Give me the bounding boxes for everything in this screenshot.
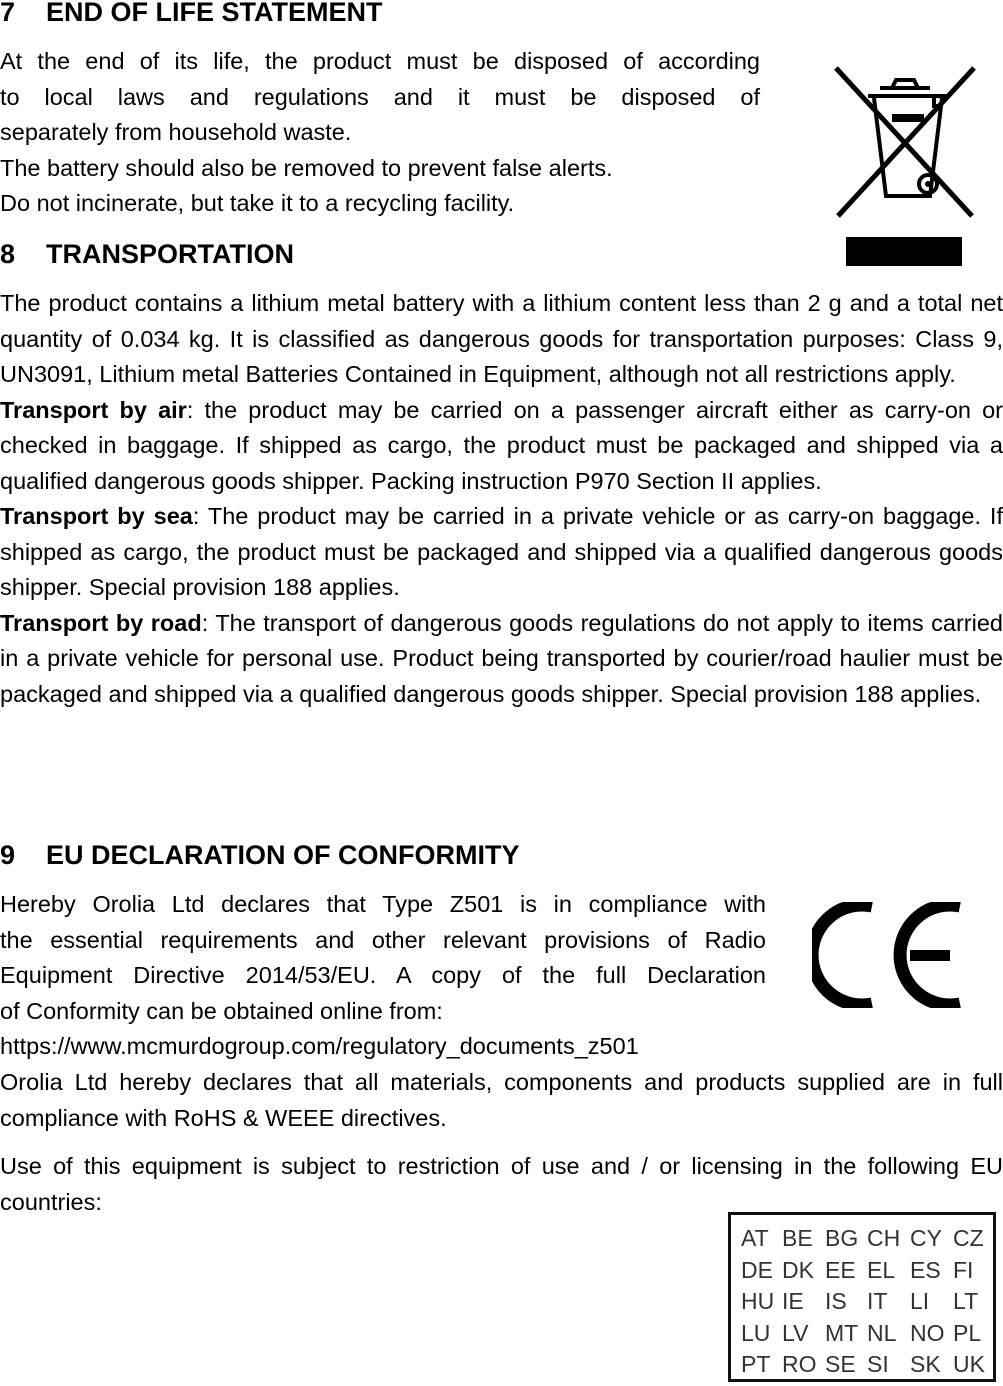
country-code: HU — [741, 1288, 775, 1314]
country-code: SK — [910, 1351, 941, 1377]
country-code: PT — [741, 1351, 771, 1377]
country-code: LV — [782, 1319, 809, 1346]
section-title: TRANSPORTATION — [46, 239, 294, 269]
transport-sea-text: : The product may be carried in a private vehicle or as carry-on baggage. If shipped as cargo, the product must be packaged and shipped via a qualified dangerous goods shipper. Special provision 188 applies. — [0, 503, 1003, 600]
country-code: PL — [953, 1319, 982, 1346]
section-7-heading — [0, 0, 383, 30]
country-row — [741, 1255, 985, 1287]
country-code: IT — [867, 1288, 888, 1314]
declaration-url: https://www.mcmurdogroup.com/regulatory_documents_z501 — [0, 1033, 639, 1059]
section-number: 7 — [0, 0, 16, 27]
country-row — [741, 1223, 985, 1255]
restriction-paragraph: Use of this equipment is subject to restriction of use and / or licensing in the following EU countries: — [0, 1153, 1003, 1215]
transport-air-text: : the product may be carried on a passenger aircraft either as carry-on or checked in baggage. If shipped as cargo, the product must be packaged and shipped via a qualified dangerous goods shipper. Packing instruction P970 Section II applies. — [0, 396, 1003, 494]
country-code: IE — [782, 1288, 804, 1314]
section-8-heading — [0, 236, 294, 272]
text-line: At the end of its life, the product must be disposed of according — [0, 48, 760, 74]
country-code: EL — [867, 1256, 896, 1283]
country-code: SI — [867, 1351, 889, 1377]
country-code: NL — [867, 1319, 897, 1346]
text-line: Hereby Orolia Ltd declares that Type Z501 is in compliance with — [0, 891, 766, 917]
transport-sea-paragraph — [0, 499, 1003, 606]
country-code: FI — [953, 1256, 974, 1283]
country-code: BE — [782, 1225, 813, 1251]
country-codes-table — [741, 1223, 985, 1381]
country-code: DE — [741, 1256, 773, 1283]
section-number: 9 — [0, 840, 16, 870]
text-line: the essential requirements and other relevant provisions of Radio — [0, 926, 766, 953]
section-title: EU DECLARATION OF CONFORMITY — [46, 840, 520, 870]
text-line: Equipment Directive 2014/53/EU. A copy of the full Declaration — [0, 962, 766, 988]
country-row — [741, 1286, 985, 1318]
transportation-text — [0, 286, 1003, 712]
country-code: AT — [741, 1225, 769, 1251]
country-code: BG — [825, 1225, 859, 1251]
country-row — [741, 1318, 985, 1350]
section-9-heading — [0, 837, 519, 873]
country-code: NO — [910, 1319, 945, 1346]
text-line: Do not incinerate, but take it to a recycling facility. — [0, 190, 515, 216]
country-code: CZ — [953, 1225, 984, 1251]
country-code: DK — [782, 1256, 814, 1283]
country-code: IS — [825, 1288, 847, 1314]
country-code: LU — [741, 1319, 771, 1346]
restriction-text — [0, 1149, 1003, 1220]
country-code: UK — [953, 1351, 985, 1377]
ce-mark-icon — [812, 902, 962, 1008]
rohs-paragraph: Orolia Ltd hereby declares that all materials, components and products supplied are in full compliance with RoHS & WEEE directives. — [0, 1069, 1003, 1131]
section-title: END OF LIFE STATEMENT — [46, 0, 383, 27]
country-code: CH — [867, 1225, 901, 1251]
end-of-life-text — [0, 44, 760, 222]
country-codes-box — [728, 1212, 996, 1382]
text-line: to local laws and regulations and it must be disposed of — [0, 83, 760, 110]
transport-intro: The product contains a lithium metal battery with a lithium content less than 2 g and a total net quantity of 0.034 kg. It is classified as dangerous goods for transportation purposes: Class 9, UN3091, Lithium metal Batteries Contained in Equipment, although not all restrictions apply. — [0, 290, 1003, 387]
transport-air-paragraph — [0, 393, 1003, 500]
text-line: separately from household waste. — [0, 119, 352, 145]
section-number: 8 — [0, 239, 16, 269]
transport-air-label: Transport by air — [0, 396, 187, 423]
text-line: of Conformity can be obtained online from: — [0, 997, 443, 1024]
rohs-text — [0, 1065, 1003, 1136]
country-code: RO — [782, 1351, 817, 1377]
transport-road-label: Transport by road — [0, 609, 202, 636]
weee-bin-icon — [830, 66, 980, 268]
declaration-text — [0, 887, 766, 1065]
country-row — [741, 1349, 985, 1381]
country-code: SE — [825, 1351, 856, 1377]
country-code: ES — [910, 1256, 941, 1283]
transport-road-paragraph — [0, 606, 1003, 713]
country-code: LI — [910, 1288, 930, 1314]
country-code: CY — [910, 1225, 942, 1251]
text-line: The battery should also be removed to prevent false alerts. — [0, 154, 613, 181]
transport-sea-label: Transport by sea — [0, 503, 193, 529]
country-code: LT — [953, 1288, 979, 1314]
country-code: MT — [825, 1319, 859, 1346]
transport-road-text: : The transport of dangerous goods regulations do not apply to items carried in a private vehicle for personal use. Product being transported by courier/road haulier must be packaged and shipped via a qualified dangerous goods shipper. Special provision 188 applies. — [0, 609, 1003, 707]
country-code: EE — [825, 1256, 856, 1283]
